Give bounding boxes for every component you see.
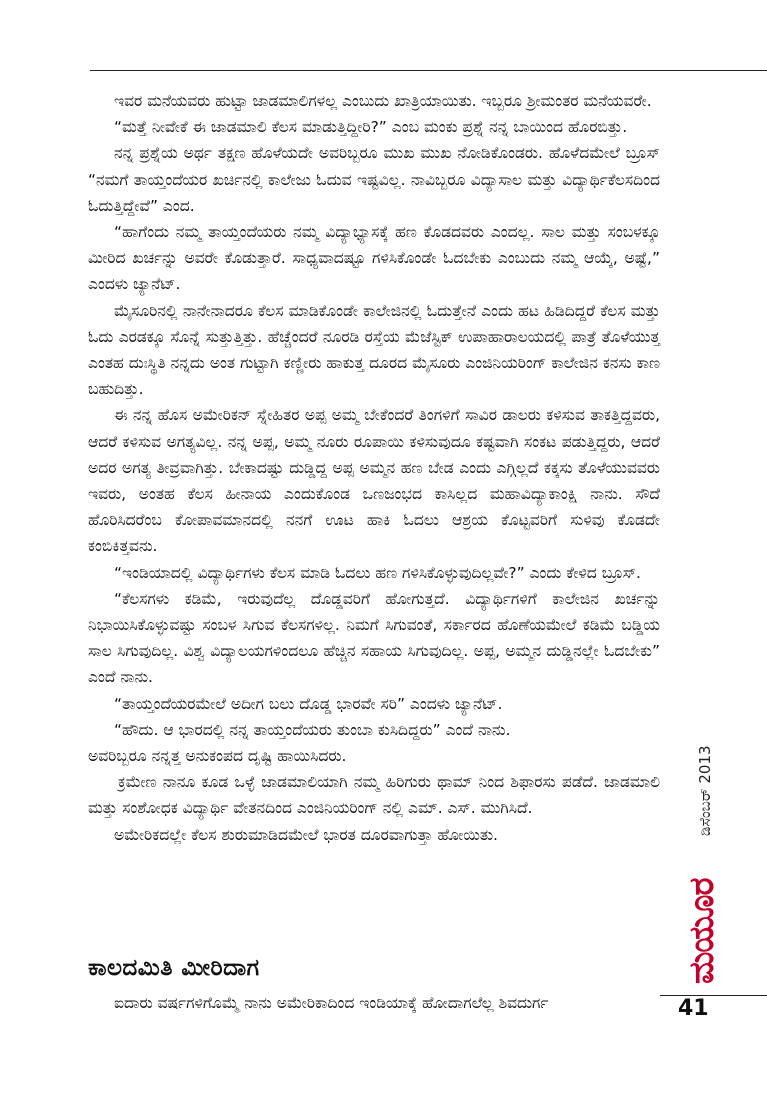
- paragraph-continuation: ಐದಾರು ವರ್ಷಗಳಿಗೊಮ್ಮೆ ನಾನು ಅಮೇರಿಕಾದಿಂದ ಇಂಡಿಯಾಕ್ಕೆ ಹೋದಾಗಲೆಲ್ಲ ಶಿವದುರ್ಗ: [114, 994, 549, 1012]
- issue-date: ಡಿಸೆಂಬರ್ 2013: [696, 745, 714, 836]
- paragraph: ನನ್ನ ಪ್ರಶ್ನೆಯ ಅರ್ಥ ತಕ್ಷಣ ಹೊಳೆಯದೇ ಅವರಿಬ್ಬರೂ ಮುಖ ಮುಖ ನೋಡಿಕೊಂಡರು. ಹೊಳೆದಮೇಲೆ ಬ್ರೂಸ್ “ನಮಗೆ ತಾಯ್ತಂದೆಯರ ಖರ್ಚಿನಲ್ಲಿ ಕಾಲೇಜು ಓದುವ ಇಷ್ಟವಿಲ್ಲ. ನಾವಿಬ್ಬರೂ ವಿದ್ಯಾಸಾಲ ಮತ್ತು ವಿದ್ಯಾರ್ಥಿಕೆಲಸದಿಂದ ಓದುತ್ತಿದ್ದೇವೆ” ಎಂದ.: [88, 144, 660, 215]
- paragraph: “ಹಾಗೆಂದು ನಮ್ಮ ತಾಯ್ತಂದೆಯರು ನಮ್ಮ ವಿದ್ಯಾಭ್ಯಾಸಕ್ಕೆ ಹಣ ಕೊಡದವರು ಎಂದಲ್ಲ. ಸಾಲ ಮತ್ತು ಸಂಬಳಕ್ಕೂ ಮೀರಿದ ಖರ್ಚನ್ನು ಅವರೇ ಕೊಡುತ್ತಾರೆ. ಸಾಧ್ಯವಾದಷ್ಟೂ ಗಳಿಸಿಕೊಂಡೇ ಓದಬೇಕು ಎಂಬುದು ನಮ್ಮ ಆಯ್ಕೆ, ಅಷ್ಟೆ,” ಎಂದಳು ಜ್ಯಾನೆಟ್.: [88, 223, 660, 294]
- paragraph: “ಮತ್ತೆ ನೀವೇಕೆ ಈ ಜಾಡಮಾಲಿ ಕೆಲಸ ಮಾಡುತ್ತಿದ್ದೀರಿ?” ಎಂಬ ಮಂಕು ಪ್ರಶ್ನೆ ನನ್ನ ಬಾಯಿಂದ ಹೊರಬಿತ್ತು.: [114, 118, 628, 137]
- article-body: [88, 88, 660, 848]
- paragraph: “ತಾಯ್ತಂದೆಯರಮೇಲೆ ಅದೀಗ ಬಲು ದೊಡ್ಡ ಭಾರವೇ ಸರಿ” ಎಂದಳು ಜ್ಯಾನೆಟ್.: [114, 694, 503, 713]
- page-number: 41: [678, 996, 709, 1021]
- paragraph: ಮೈಸೂರಿನಲ್ಲಿ ನಾನೇನಾದರೂ ಕೆಲಸ ಮಾಡಿಕೊಂಡೇ ಕಾಲೇಜಿನಲ್ಲಿ ಓದುತ್ತೇನೆ ಎಂದು ಹಟ ಹಿಡಿದಿದ್ದರೆ ಕೆಲಸ ಮತ್ತು ಓದು ಎರಡಕ್ಕೂ ಸೊನ್ನೆ ಸುತ್ತುತ್ತಿತ್ತು. ಹೆಚ್ಚೆಂದರೆ ನೂರಡಿ ರಸ್ತೆಯ ಮೆಜೆಸ್ಟಿಕ್ ಉಪಾಹಾರಾಲಯದಲ್ಲಿ ಪಾತ್ರೆ ತೊಳೆಯುತ್ತ ಎಂತಹ ದುಃಸ್ಥಿತಿ ನನ್ನದು ಅಂತ ಗುಟ್ಟಾಗಿ ಕಣ್ಣೀರು ಹಾಕುತ್ತ ದೂರದ ಮೈಸೂರು ಎಂಜಿನಿಯರಿಂಗ್ ಕಾಲೇಜಿನ ಕನಸು ಕಾಣ ಬಹುದಿತ್ತು.: [88, 301, 660, 399]
- paragraph: ಇವರ ಮನೆಯವರು ಹುಟ್ಟಾ ಜಾಡಮಾಲಿಗಳಲ್ಲ ಎಂಬುದು ಖಾತ್ರಿಯಾಯಿತು. ಇಬ್ಬರೂ ಶ್ರೀಮಂತರ ಮನೆಯವರೇ.: [114, 92, 652, 110]
- section-heading: ಕಾಲದಮಿತಿ ಮೀರಿದಾಗ: [88, 955, 260, 981]
- paragraph: “ಹೌದು. ಆ ಭಾರದಲ್ಲಿ ನನ್ನ ತಾಯ್ತಂದೆಯರು ತುಂಬಾ ಕುಸಿದಿದ್ದರು” ಎಂದೆ ನಾನು.: [114, 720, 511, 739]
- paragraph: ಈ ನನ್ನ ಹೊಸ ಅಮೇರಿಕನ್ ಸ್ನೇಹಿತರ ಅಪ್ಪ ಅಮ್ಮ ಬೇಕೆಂದರೆ ತಿಂಗಳಿಗೆ ಸಾವಿರ ಡಾಲರು ಕಳಿಸುವ ತಾಕತ್ತಿದ್ದವರು, ಆದರೆ ಕಳಿಸುವ ಅಗತ್ಯವಿಲ್ಲ. ನನ್ನ ಅಪ್ಪ, ಅಮ್ಮ ನೂರು ರೂಪಾಯಿ ಕಳಿಸುವುದೂ ಕಷ್ಟವಾಗಿ ಸಂಕಟ ಪಡುತ್ತಿದ್ದರು, ಆದರೆ ಅದರ ಅಗತ್ಯ ತೀವ್ರವಾಗಿತ್ತು. ಬೇಕಾದಷ್ಟು ದುಡ್ಡಿದ್ದ ಅಪ್ಪ ಅಮ್ಮನ ಹಣ ಬೇಡ ಎಂದು ಎಗ್ಗಿಲ್ಲದೆ ಕಕ್ಕಸು ತೊಳೆಯುವವರು ಇವರು, ಅಂತಹ ಕೆಲಸ ಹೀನಾಯ ಎಂದುಕೊಂಡ ಒಣಜಂಭದ ಕಾಸಿಲ್ಲದ ಮಹಾವಿದ್ಯಾಕಾಂಕ್ಷಿ ನಾನು. ಸೌದೆ ಹೊರಿಸಿದರೆಂಬ ಕೋಪಾವಮಾನದಲ್ಲಿ ನನಗೆ ಊಟ ಹಾಕಿ ಓದಲು ಆಶ್ರಯ ಕೊಟ್ಟವರಿಗೆ ಸುಳಿವು ಕೊಡದೇ ಕಂಬಿಕಿತ್ತವನು.: [88, 406, 660, 556]
- paragraph: “ಇಂಡಿಯಾದಲ್ಲಿ ವಿದ್ಯಾರ್ಥಿಗಳು ಕೆಲಸ ಮಾಡಿ ಓದಲು ಹಣ ಗಳಿಸಿಕೊಳ್ಳುವುದಿಲ್ಲವೇ?” ಎಂದು ಕೇಳಿದ ಬ್ರೂಸ್.: [114, 563, 641, 582]
- paragraph: ಅವರಿಬ್ಬರೂ ನನ್ನತ್ತ ಅನುಕಂಪದ ದೃಷ್ಟಿ ಹಾಯಿಸಿದರು.: [88, 747, 347, 766]
- paragraph: ಅಮೇರಿಕದಲ್ಲೇ ಕೆಲಸ ಶುರುಮಾಡಿದಮೇಲೆ ಭಾರತ ದೂರವಾಗುತ್ತಾ ಹೋಯಿತು.: [114, 825, 498, 844]
- page-number-rule: [660, 995, 767, 996]
- paragraph: ಕ್ರಮೇಣ ನಾನೂ ಕೂಡ ಒಳ್ಳೆ ಜಾಡಮಾಲಿಯಾಗಿ ನಮ್ಮ ಹಿರಿಗುರು ಥಾಮ್ ನಿಂದ ಶಿಫಾರಸು ಪಡೆದೆ. ಜಾಡಮಾಲಿ ಮತ್ತು ಸಂಶೋಧಕ ವಿದ್ಯಾರ್ಥಿ ವೇತನದಿಂದ ಎಂಜಿನಿಯರಿಂಗ್ ನಲ್ಲಿ ಎಮ್. ಎಸ್. ಮುಗಿಸಿದೆ.: [88, 773, 660, 818]
- top-rule: [90, 70, 767, 71]
- paragraph: “ಕೆಲಸಗಳು ಕಡಿಮೆ, ಇರುವುದೆಲ್ಲ ದೊಡ್ಡವರಿಗೆ ಹೋಗುತ್ತದೆ. ವಿದ್ಯಾರ್ಥಿಗಳಿಗೆ ಕಾಲೇಜಿನ ಖರ್ಚನ್ನು ನಿಭಾಯಿಸಿಕೊಳ್ಳುವಷ್ಟು ಸಂಬಳ ಸಿಗುವ ಕೆಲಸಗಳಿಲ್ಲ. ನಿಮಗೆ ಸಿಗುವಂತೆ, ಸರ್ಕಾರದ ಹೊಣೆಯಮೇಲೆ ಕಡಿಮೆ ಬಡ್ಡಿಯ ಸಾಲ ಸಿಗುವುದಿಲ್ಲ. ವಿಶ್ವ ವಿದ್ಯಾಲಯಗಳಿಂದಲೂ ಹೆಚ್ಚಿನ ಸಹಾಯ ಸಿಗುವುದಿಲ್ಲ. ಅಪ್ಪ, ಅಮ್ಮನ ದುಡ್ಡಿನಲ್ಲೇ ಓದಬೇಕು” ಎಂದೆ ನಾನು.: [88, 589, 660, 687]
- magazine-logo: ಮಯೂರ: [682, 878, 722, 984]
